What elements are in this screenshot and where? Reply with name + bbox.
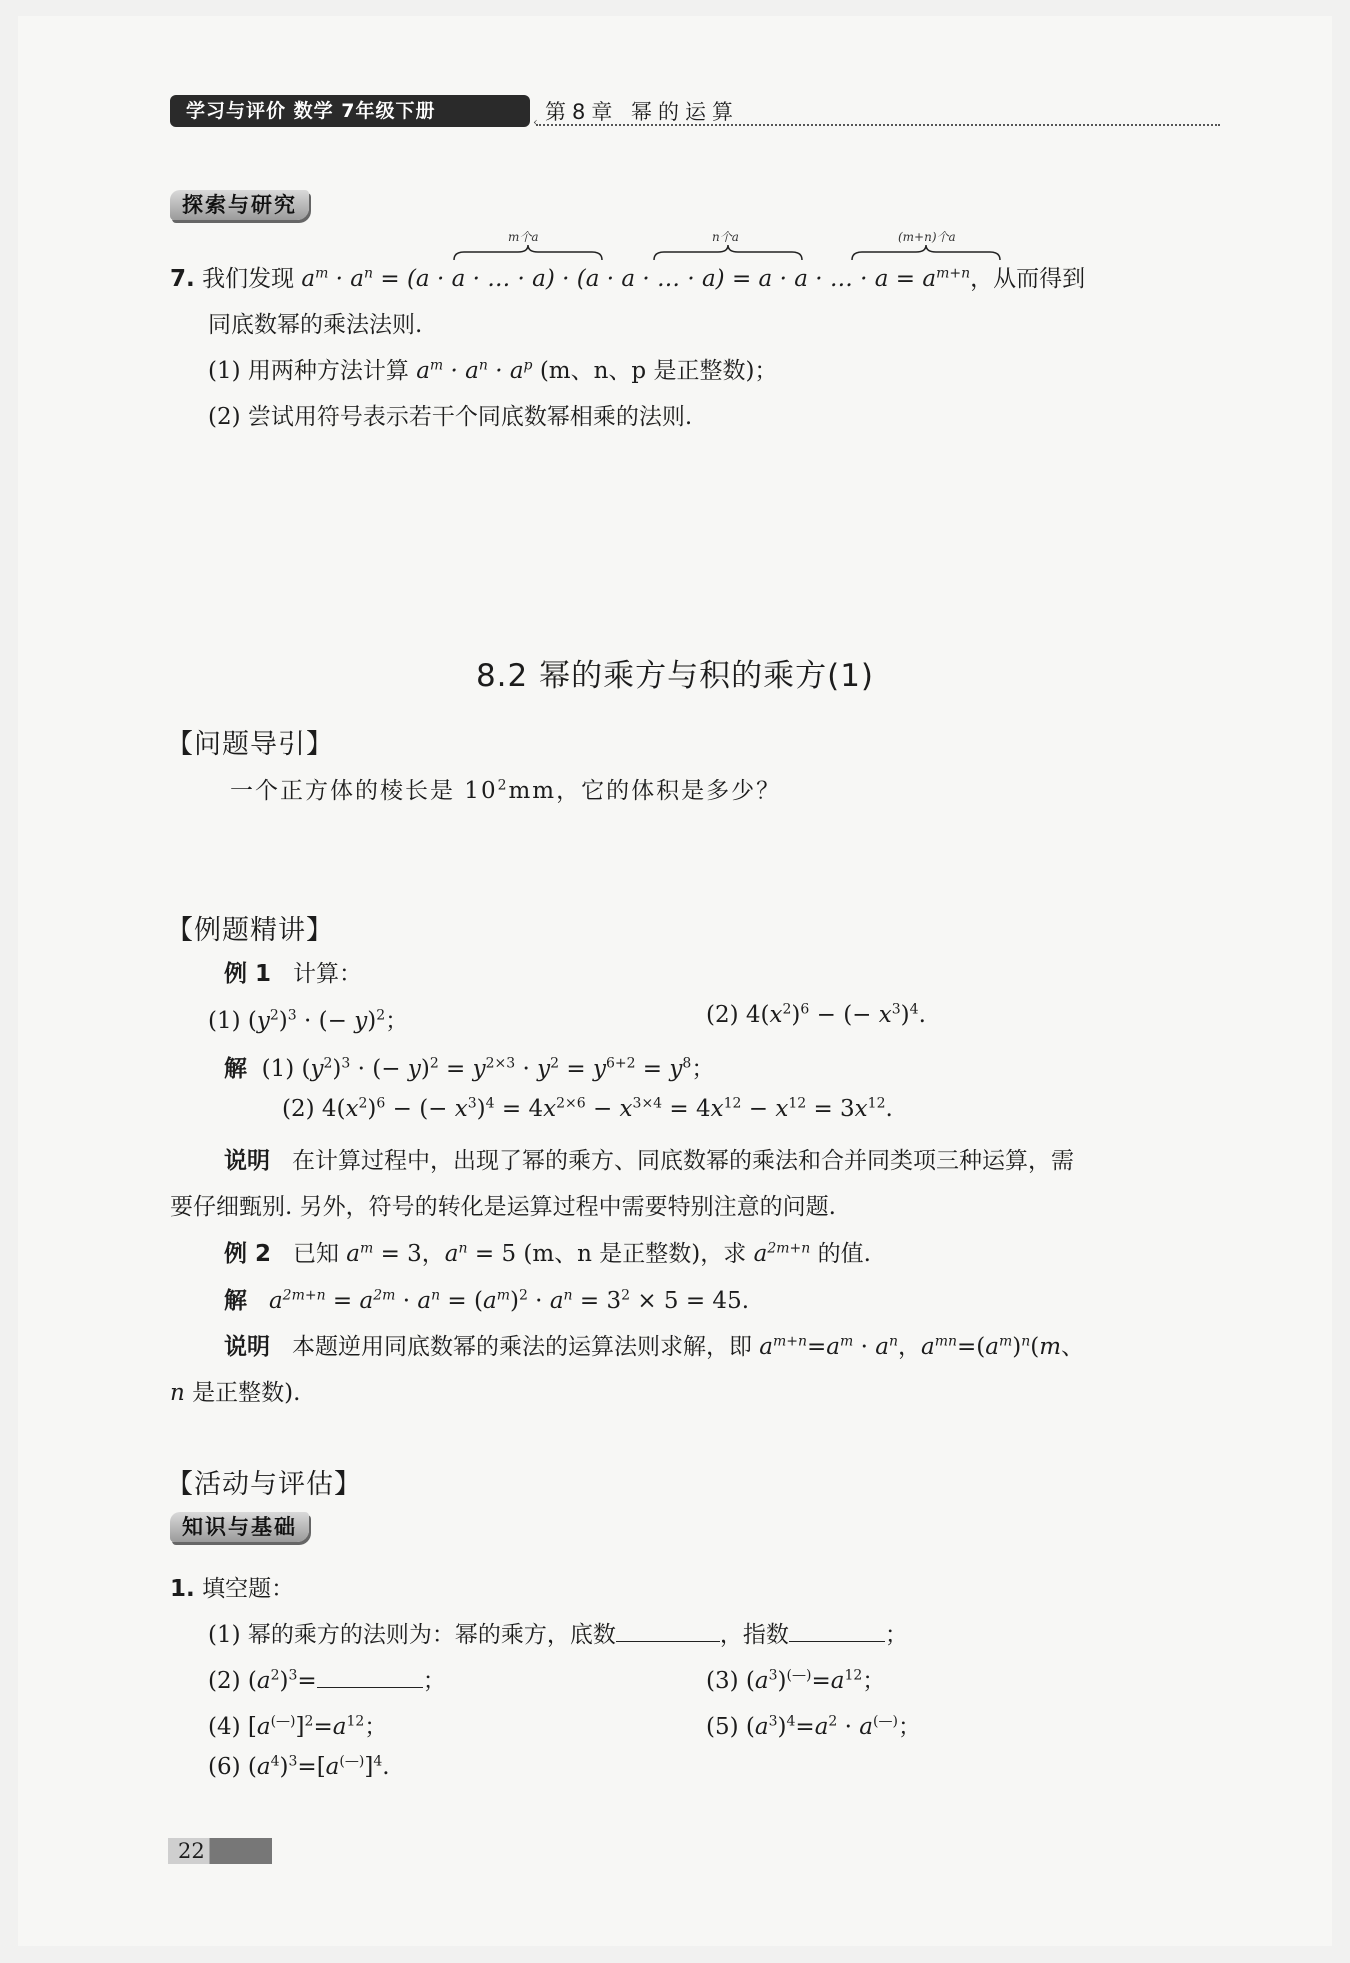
q7-sub1-text: (1) 用两种方法计算: [208, 358, 409, 384]
blank-part2[interactable]: [317, 1687, 423, 1688]
q7-sub2: (2) 尝试用符号表示若干个同底数幂相乘的法则.: [208, 404, 693, 430]
solution-label: 解: [224, 1056, 247, 1082]
q7-number: 7.: [170, 266, 195, 292]
intro-question-a: 一个正方体的棱长是 10: [230, 778, 498, 804]
q1-part1-text-b: ，指数: [719, 1622, 789, 1648]
q1-number: 1.: [170, 1576, 195, 1602]
note2-line2-text: 是正整数).: [192, 1380, 301, 1406]
intro-heading: 【问题导引】: [166, 729, 334, 760]
ex1-label: 例 1: [224, 961, 272, 987]
page-number: 22: [168, 1838, 272, 1864]
blank-exponent[interactable]: [789, 1641, 885, 1642]
ex2-text-b: (m、n 是正整数)，求: [523, 1241, 747, 1267]
ex1-line: [224, 955, 362, 988]
brace-label-n: n个a: [712, 230, 739, 244]
explore-tag: 探索与研究: [170, 190, 309, 220]
brace-label-m: m个a: [508, 230, 539, 244]
note1-text: 在计算过程中，出现了幂的乘方、同底数幂的乘法和合并同类项三种运算，需: [291, 1148, 1074, 1174]
q7-sub1: [208, 352, 777, 385]
section-title: 8.2 幂的乘方与积的乘方(1): [475, 658, 875, 694]
q7-line1: [170, 260, 1085, 293]
header-rule: [536, 124, 1220, 126]
activity-heading: 【活动与评估】: [166, 1469, 362, 1500]
note2-line2: n 是正整数).: [170, 1380, 301, 1406]
ex1-part1: (1) $(y^2)^3$ · (− y)$^2$；: [208, 1007, 409, 1034]
q7-sub1-tail: (m、n、p 是正整数)；: [539, 358, 778, 384]
ex1-text: 计算：: [292, 961, 362, 987]
q7-sub1-formula: $a^m \cdot a^n \cdot a^p$: [416, 357, 533, 384]
header-arrow-icon: ‹: [533, 115, 538, 129]
ex1-part2: (2) $4(x^2)^6$ − (− $x^3)^4$.: [706, 1001, 926, 1028]
examples-heading: 【例题精讲】: [166, 915, 334, 946]
q7-tail: ，从而得到: [970, 266, 1086, 292]
ex2-line: 例 2 已知 $a^m = 3$，$a^n = 5$ (m、n 是正整数)，求 $a^{2m+n}$ 的值.: [224, 1240, 871, 1267]
ex2-solution: 解 $a^{2m+n} = a^{2m} \cdot a^n = (a^m)^2 \cdot a^n = 3^2 \times 5 = 45$.: [224, 1287, 750, 1314]
ex2-label: 例 2: [224, 1241, 272, 1267]
blank-base[interactable]: [616, 1641, 720, 1642]
book-header-badge: 学习与评价 数学 7年级下册: [170, 95, 530, 127]
q1-line: [170, 1570, 294, 1603]
q1-part1-text-c: ；: [884, 1622, 908, 1648]
q7-line2: 同底数幂的乘法法则.: [208, 312, 423, 338]
note1-label: 说明: [224, 1148, 270, 1174]
ex1-solution1: 解 (1) $(y^2)^3$ · (− $y)^2 = y^{2\times 3} \cdot y^2 = y^{6+2} = y^8$；: [224, 1055, 715, 1082]
intro-question: 一个正方体的棱长是 $10^2mm$，它的体积是多少？: [230, 777, 782, 804]
note1-line1: [224, 1142, 1074, 1175]
q1-text: 填空题：: [202, 1576, 295, 1602]
ex1-solution2: (2) $4(x^2)^6$ − (− $x^3)^4 = 4x^{2\times 6} - x^{3\times 4} = 4x^{12} - x^{12} = 3x^{12}$.: [282, 1095, 893, 1122]
solution-label-2: 解: [224, 1288, 247, 1314]
q1-part4: (4) $[a^{(—)}]^2=a^{12}$；: [208, 1713, 388, 1740]
note1-line2: 要仔细甄别. 另外，符号的转化是运算过程中需要特别注意的问题.: [170, 1194, 836, 1220]
knowledge-tag: 知识与基础: [170, 1512, 309, 1542]
ex2-text-a: 已知: [292, 1241, 339, 1267]
chapter-title: 第8章 幂的运算: [545, 100, 740, 124]
q7-formula: $a^m \cdot a^n = (a \cdot a$ · … · a) · (a · a · … · a) = a · a · … · $a = a^{m+n}$: [301, 265, 971, 292]
note2-line1: 说明 本题逆用同底数幂的乘法的运算法则求解，即 $a^{m+n}=a^m \cdot a^n$，$a^{mn}=(a^m)^n(m$、: [224, 1333, 1085, 1360]
intro-question-b: mm，它的体积是多少？: [508, 778, 782, 804]
brace-label-mn: (m+n)个a: [898, 230, 956, 244]
q7-lead: 我们发现: [202, 266, 295, 292]
q1-part2: (2) $(a^2)^3=$ ；: [208, 1667, 446, 1694]
q1-part5: (5) $(a^3)^4=a^2 \cdot a^{(—)}$；: [706, 1713, 921, 1740]
note2-text: 本题逆用同底数幂的乘法的运算法则求解，即: [291, 1334, 752, 1360]
q1-part6: (6) $(a^4)^3=[a^{(—)}]^4$.: [208, 1753, 390, 1780]
q1-part3: (3) $(a^3)^{(—)}=a^{12}$；: [706, 1667, 886, 1694]
q1-part1: [208, 1616, 908, 1649]
q1-part1-text-a: (1) 幂的乘方的法则为：幂的乘方，底数: [208, 1622, 616, 1648]
ex2-text-c: 的值.: [817, 1241, 871, 1267]
note2-label: 说明: [224, 1334, 270, 1360]
